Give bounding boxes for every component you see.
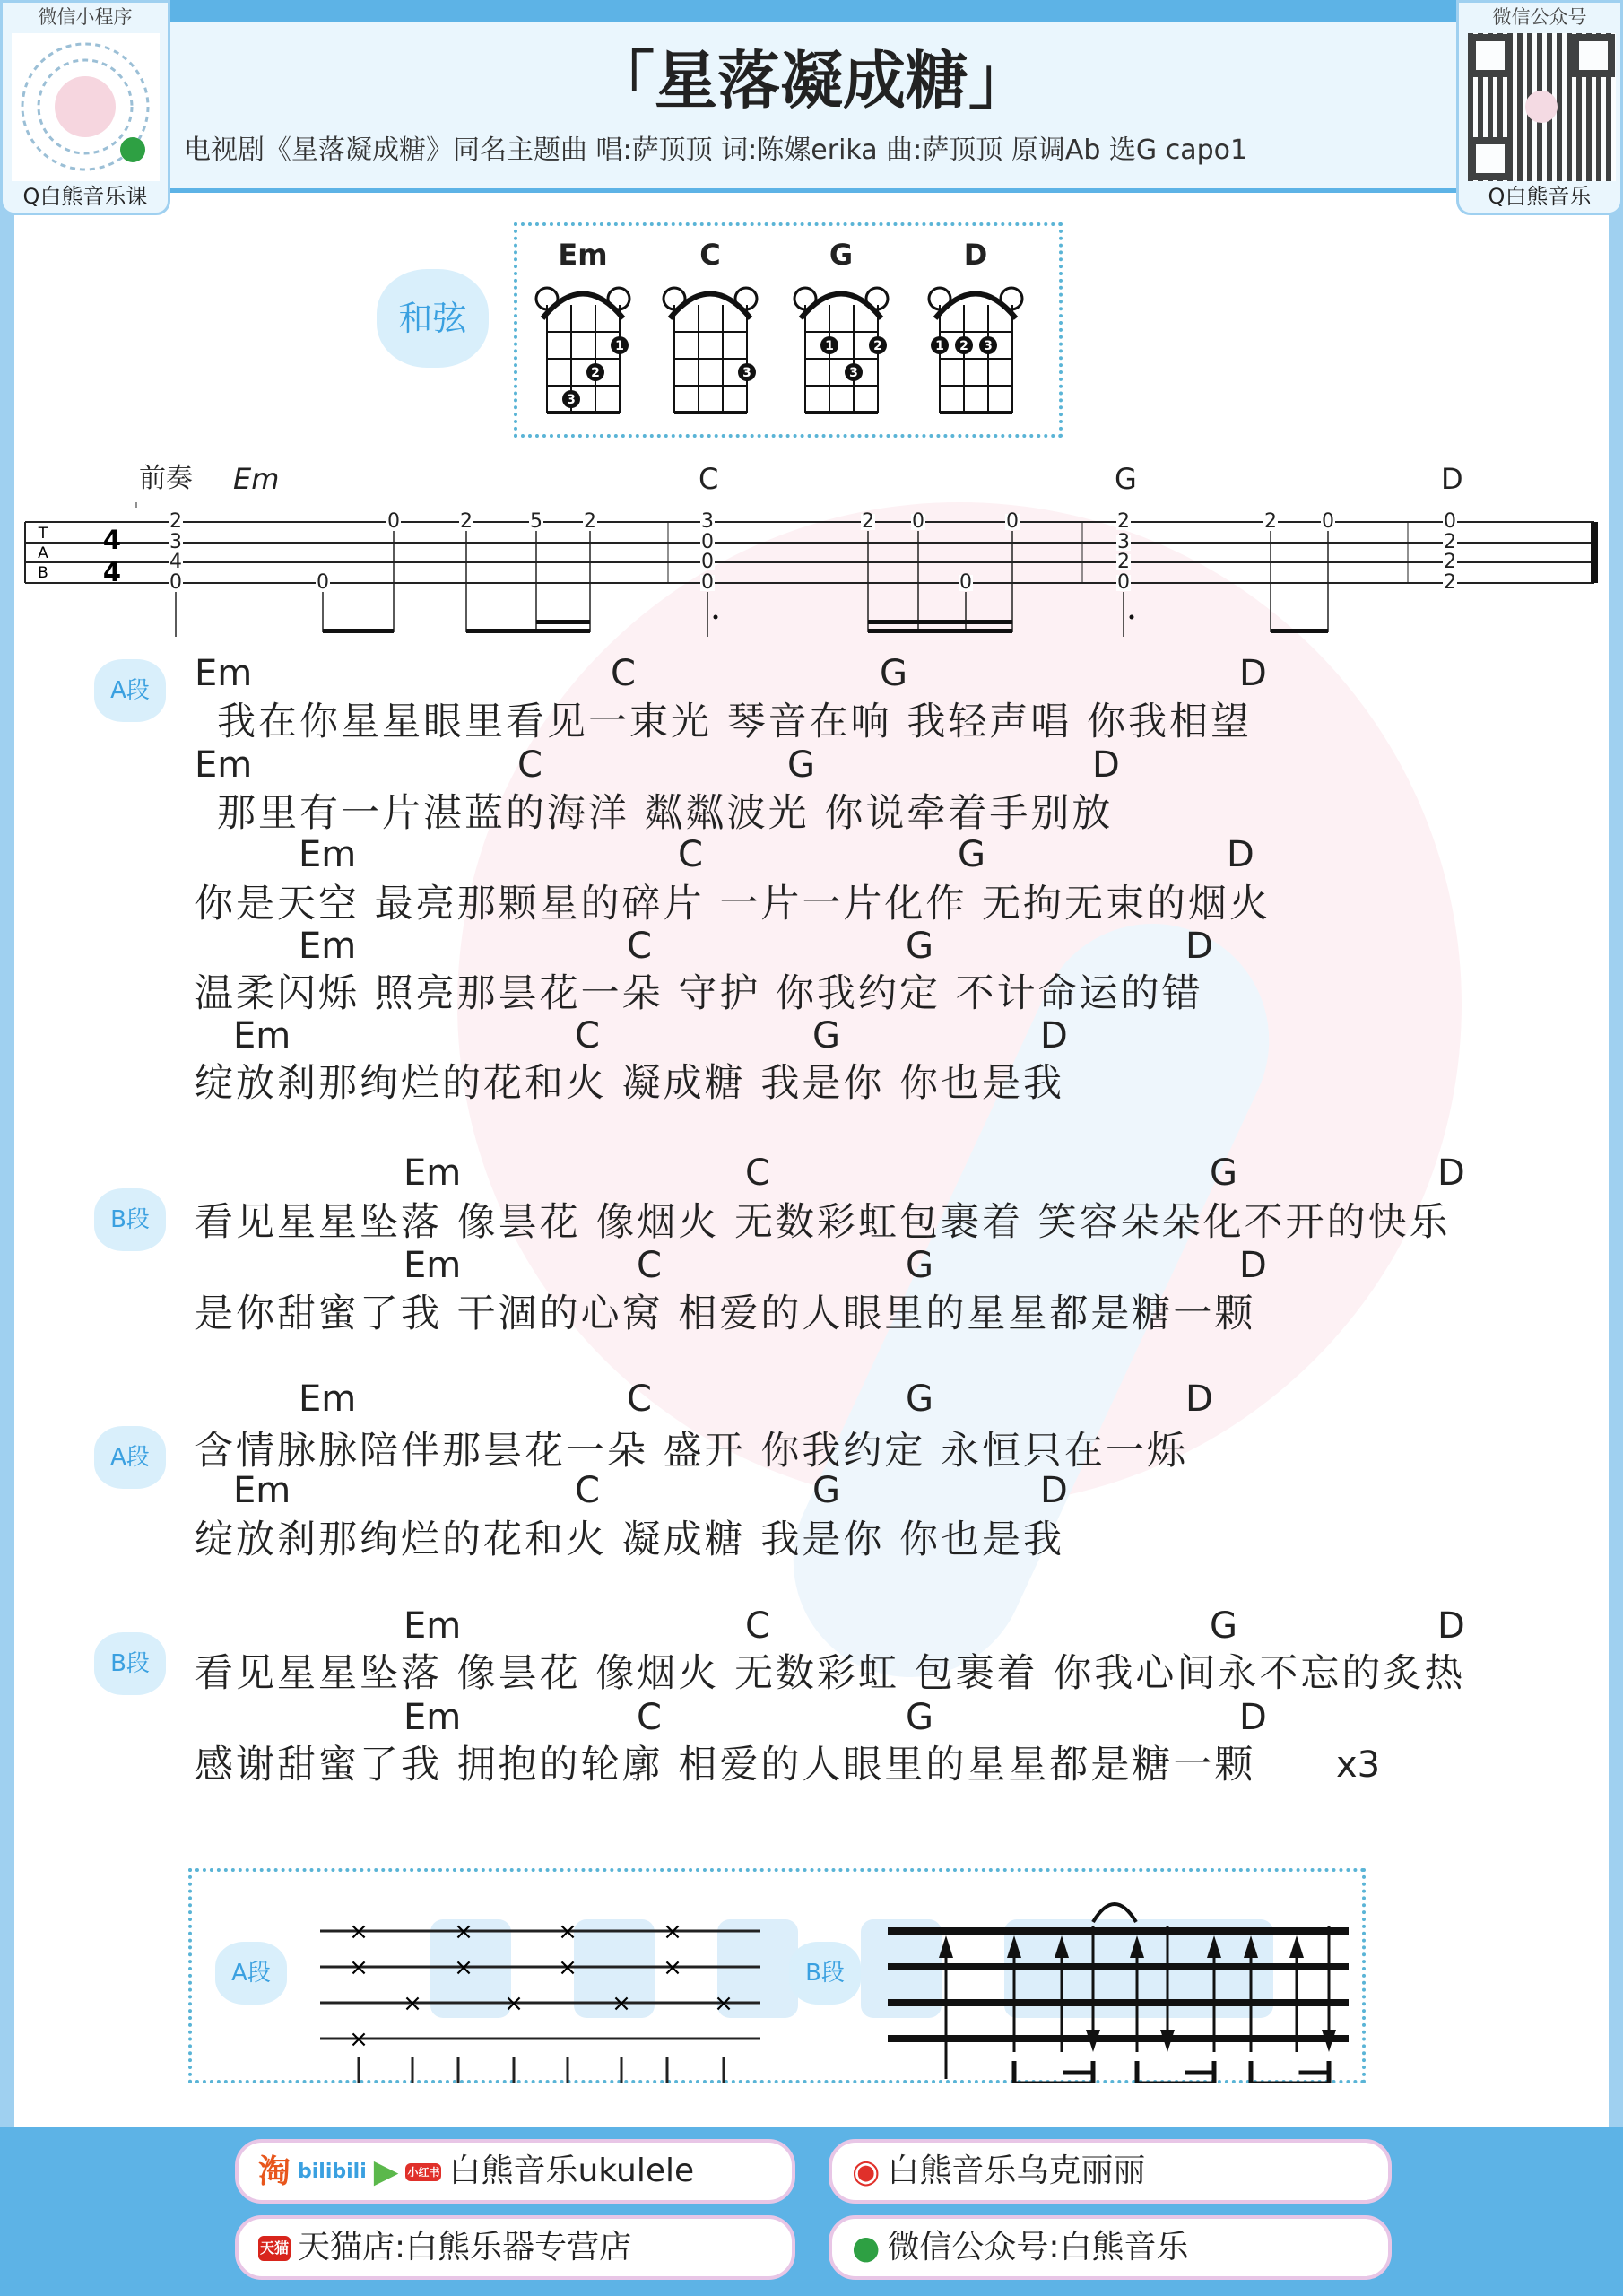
mini-program-code[interactable] (12, 33, 160, 181)
tab-fret: 2 (1117, 551, 1130, 573)
left-border (0, 0, 14, 2127)
up-arrow (1289, 1935, 1304, 1958)
tab-fret: 2 (584, 510, 596, 533)
strum-x: × (558, 1954, 577, 1981)
svg-text:1: 1 (615, 339, 624, 353)
finger-dot (979, 336, 997, 354)
strum-x: × (454, 1918, 473, 1945)
beam (466, 629, 590, 633)
lyric-chord: D (1437, 1152, 1465, 1194)
page-title: 「星落凝成糖」 (592, 44, 1031, 117)
intro-label: 前奏 (139, 463, 193, 494)
tab-fret: 2 (1444, 571, 1456, 594)
finger-dot (611, 336, 629, 354)
chord-name-d: D (963, 238, 988, 272)
pattern-diagrams (0, 1868, 1623, 2083)
tab-fret: 2 (862, 510, 874, 533)
time-signature: 4 (102, 557, 122, 587)
wechat-icon: ● (852, 2230, 881, 2266)
lyric-line: 我在你星星眼里看见一束光 琴音在响 我轻声唱 你我相望 (217, 700, 1253, 744)
finger-dot (931, 336, 949, 354)
up-arrow (1244, 1935, 1258, 1958)
play-icon: ▶ (373, 2153, 399, 2190)
official-account-label: 微信公众号 (1459, 3, 1620, 31)
lyric-chord: D (1227, 834, 1254, 875)
svg-text:3: 3 (567, 393, 576, 407)
lyric-chord: D (1092, 744, 1120, 786)
lyric-chord: G (906, 1245, 933, 1286)
section-badge: A段 (94, 659, 166, 722)
tab-letter: B (38, 564, 48, 582)
lyric-line: 你是天空 最亮那颗星的碎片 一片一片化作 无拘无束的烟火 (195, 882, 1271, 926)
tab-fret: 2 (460, 510, 473, 533)
tab-fret: 3 (169, 531, 182, 553)
lyric-chord: C (637, 1245, 662, 1286)
chord-diagram-em (534, 274, 632, 417)
bilibili-icon: bilibili (298, 2161, 367, 2183)
strum-x: × (558, 1918, 577, 1945)
tab-fret: 2 (1444, 531, 1456, 553)
tab-fret: 2 (1117, 510, 1130, 533)
tab-fret: 0 (701, 571, 714, 594)
tab-fret: 0 (1117, 571, 1130, 594)
mini-program-search: Q白熊音乐课 (22, 184, 148, 209)
tab-fret: 0 (701, 551, 714, 573)
lyric-chord: C (627, 926, 652, 967)
finger-dot (738, 363, 756, 381)
pattern-b-badge: B段 (789, 1942, 861, 2005)
lyric-chord: C (637, 1697, 662, 1738)
svg-text:2: 2 (873, 339, 882, 353)
lyric-chord: D (1239, 1697, 1267, 1738)
svg-text:3: 3 (742, 366, 751, 380)
lyric-chord: G (1210, 1152, 1237, 1194)
strum-x: × (349, 2026, 369, 2053)
svg-text:3: 3 (849, 366, 858, 380)
chord-name-c: C (699, 238, 721, 272)
chords-label: 和弦 (377, 269, 489, 368)
xiaohongshu-icon: 小红书 (405, 2163, 441, 2181)
social-link[interactable] (235, 2139, 795, 2204)
strum-x: × (663, 1918, 682, 1945)
dot (1130, 615, 1134, 620)
lyric-line: 那里有一片湛蓝的海洋 粼粼波光 你说牵着手别放 (217, 791, 1114, 836)
tab-fret: 4 (169, 551, 182, 573)
lyric-chord: C (745, 1605, 770, 1647)
lyric-chord: Em (233, 1470, 291, 1511)
weibo-icon: ◉ (852, 2153, 881, 2190)
lyric-chord: D (1239, 653, 1267, 694)
tmall-name: 天猫店:白熊乐器专营店 (298, 2229, 632, 2266)
top-band (0, 0, 1623, 22)
lyric-line: 温柔闪烁 照亮那昙花一朵 守护 你我约定 不计命运的错 (195, 971, 1203, 1016)
finger-dot (562, 390, 580, 408)
lyric-chord: G (1210, 1605, 1237, 1647)
lyric-chord: C (678, 834, 703, 875)
finger-dot (955, 336, 973, 354)
tab-fret: 0 (1444, 510, 1456, 533)
lyric-chord: G (787, 744, 815, 786)
lyric-chord: Em (233, 1015, 291, 1057)
tab-fret: 2 (1444, 551, 1456, 573)
chord-name-em: Em (558, 238, 608, 272)
repeat-mark: x3 (1336, 1744, 1381, 1786)
beam (1271, 629, 1328, 633)
lyric-chord: Em (195, 744, 253, 786)
wechat-link[interactable] (829, 2215, 1392, 2280)
lyric-line: 看见星星坠落 像昙花 像烟火 无数彩虹 包裹着 你我心间永不忘的炙热 (195, 1651, 1466, 1696)
finger-dot (869, 336, 887, 354)
strum-x: × (403, 1990, 422, 2017)
strum-x: × (663, 1954, 682, 1981)
lyric-chord: C (517, 744, 542, 786)
right-border (1609, 0, 1623, 2127)
lyric-line: 绽放刹那绚烂的花和火 凝成糖 我是你 你也是我 (195, 1518, 1065, 1562)
tab-fret: 0 (317, 571, 329, 594)
intro-chord: D (1441, 462, 1463, 496)
tab-fret: 3 (1117, 531, 1130, 553)
strum-x: × (714, 1990, 733, 2017)
lyric-line: 是你甜蜜了我 干涸的心窝 相爱的人眼里的星星都是糖一颗 (195, 1292, 1256, 1336)
finger-dot (820, 336, 838, 354)
strum-x: × (349, 1918, 369, 1945)
beam (868, 629, 1012, 633)
wechat-name: 微信公众号:白熊音乐 (887, 2229, 1189, 2266)
tab-fret: 0 (169, 571, 182, 594)
lyric-chord: D (1040, 1470, 1068, 1511)
tab-fret: 2 (169, 510, 182, 533)
svg-text:1: 1 (935, 339, 944, 353)
lyric-chord: C (575, 1470, 600, 1511)
lyric-chord: C (745, 1152, 770, 1194)
finger-dot (845, 363, 863, 381)
lyric-chord: G (906, 1378, 933, 1420)
mini-program-panel[interactable] (0, 0, 170, 215)
weibo-name: 白熊音乐乌克丽丽 (887, 2152, 1146, 2189)
lyric-line: 含情脉脉陪伴那昙花一朵 盛开 你我约定 永恒只在一烁 (195, 1429, 1189, 1474)
tab-fret: 0 (1322, 510, 1334, 533)
qr-code[interactable] (1468, 33, 1616, 181)
tab-fret: 0 (959, 571, 972, 594)
strum-x: × (612, 1990, 631, 2017)
lyric-chord: G (906, 926, 933, 967)
tmall-icon: 天猫 (258, 2236, 291, 2261)
finger-dot (586, 363, 604, 381)
intro-chord: Em (233, 462, 280, 496)
lyric-chord: D (1239, 1245, 1267, 1286)
section-badge: B段 (94, 1188, 166, 1251)
up-arrow (1130, 1935, 1144, 1958)
lyric-chord: Em (299, 926, 357, 967)
section-badge: B段 (94, 1632, 166, 1695)
taobao-icon: 淘 (258, 2153, 291, 2190)
tab-fret: 2 (1264, 510, 1277, 533)
lyric-chord: D (1040, 1015, 1068, 1057)
intro-tab-staff (0, 502, 1623, 646)
beam (536, 620, 590, 624)
intro-chord: C (699, 462, 719, 496)
tab-letter: A (38, 544, 48, 562)
lyric-chord: D (1185, 1378, 1213, 1420)
tab-letter: T (38, 525, 48, 543)
up-arrow (1055, 1935, 1069, 1958)
song-info: 电视剧《星落凝成糖》同名主题曲 唱:萨顶顶 词:陈嫘erika 曲:萨顶顶 原调Ab 选G capo1 (184, 135, 1248, 166)
up-arrow (1007, 1935, 1021, 1958)
official-account-search: Q白熊音乐 (1488, 184, 1592, 209)
tmall-link[interactable] (235, 2215, 795, 2280)
up-arrow (1207, 1935, 1221, 1958)
strum-x: × (504, 1990, 524, 2017)
lyric-chord: Em (299, 834, 357, 875)
svg-text:2: 2 (591, 366, 600, 380)
svg-text:1: 1 (825, 339, 834, 353)
tab-fret: 0 (1006, 510, 1019, 533)
intro-chord: G (1115, 462, 1137, 496)
lyric-chord: Em (299, 1378, 357, 1420)
mini-program-label: 微信小程序 (3, 3, 168, 31)
lyric-chord: Em (404, 1152, 462, 1194)
social-name: 白熊音乐ukulele (448, 2152, 695, 2189)
strum-x: × (454, 1954, 473, 1981)
beam (868, 620, 1012, 624)
lyric-chord: C (627, 1378, 652, 1420)
lyric-chord: G (812, 1015, 840, 1057)
official-account-panel[interactable] (1456, 0, 1623, 215)
lyric-chord: Em (195, 653, 253, 694)
lyric-chord: Em (404, 1605, 462, 1647)
chord-name-g: G (829, 238, 854, 272)
chord-diagram-c (661, 274, 759, 417)
tab-fret: 5 (530, 510, 542, 533)
lyric-chord: G (906, 1697, 933, 1738)
tab-fret: 0 (701, 531, 714, 553)
chord-diagram-g (792, 274, 890, 417)
chord-diagram-d (926, 274, 1025, 417)
tab-fret: 3 (701, 510, 714, 533)
lyric-chord: Em (404, 1697, 462, 1738)
lyric-chord: G (812, 1470, 840, 1511)
lyric-line: 绽放刹那绚烂的花和火 凝成糖 我是你 你也是我 (195, 1061, 1065, 1106)
lyric-chord: D (1437, 1605, 1465, 1647)
time-signature: 4 (102, 525, 122, 555)
up-arrow (939, 1935, 953, 1958)
lyric-chord: C (611, 653, 636, 694)
lyric-line: 看见星星坠落 像昙花 像烟火 无数彩虹包裹着 笑容朵朵化不开的快乐 (195, 1200, 1451, 1245)
lyric-chord: Em (404, 1245, 462, 1286)
lyric-chord: G (958, 834, 985, 875)
lyric-line: 感谢甜蜜了我 拥抱的轮廓 相爱的人眼里的星星都是糖一颗 (195, 1743, 1256, 1787)
lyric-chord: G (880, 653, 907, 694)
tab-fret: 0 (387, 510, 400, 533)
dot (714, 615, 718, 620)
svg-text:2: 2 (959, 339, 968, 353)
svg-text:3: 3 (984, 339, 993, 353)
lyric-chord: C (575, 1015, 600, 1057)
section-badge: A段 (94, 1426, 166, 1489)
pattern-a-badge: A段 (215, 1942, 287, 2005)
weibo-link[interactable] (829, 2139, 1392, 2204)
beam (323, 629, 394, 633)
lyric-chord: D (1185, 926, 1213, 967)
strum-x: × (349, 1954, 369, 1981)
tab-fret: 0 (912, 510, 924, 533)
